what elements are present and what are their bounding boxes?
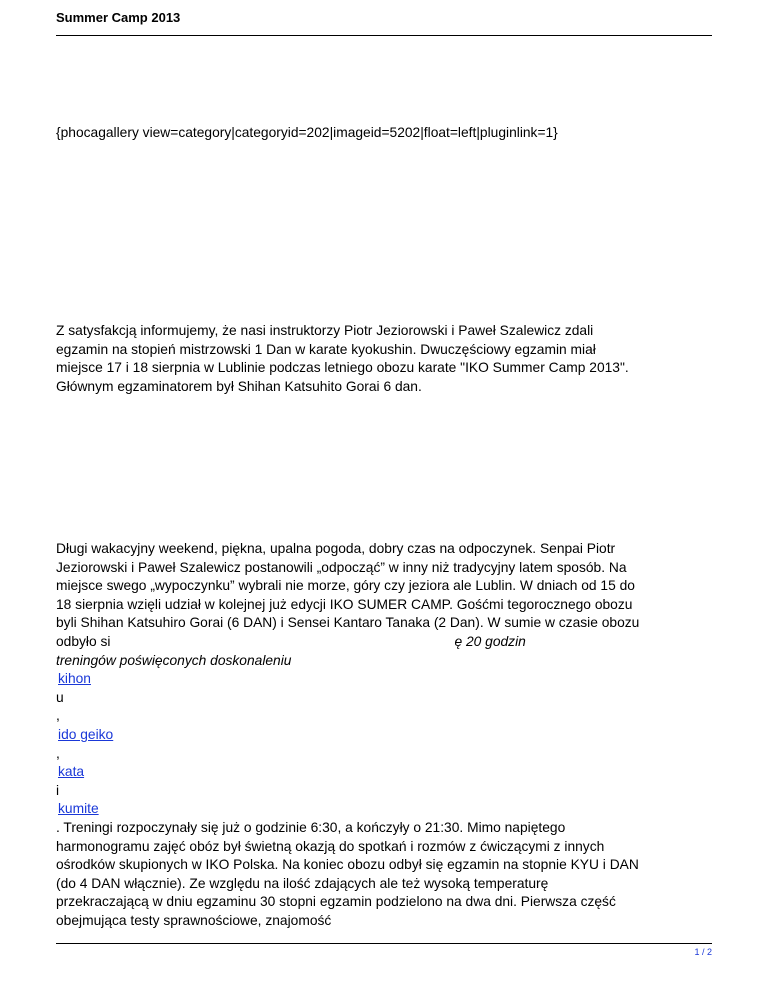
page-number: 1 / 2: [694, 947, 712, 957]
paragraph-line: miejsce 17 i 18 sierpnia w Lublinie podczas letniego obozu karate "IKO Summer Camp 2013".: [56, 360, 629, 376]
comma-text: ,: [56, 708, 60, 724]
paragraph-line: miejsce swego „wypoczynku” wybrali nie morze, góry czy jeziora ale Lublin. W dniach od 15 do: [56, 578, 635, 594]
comma-text: ,: [56, 745, 60, 761]
paragraph-line: byli Shihan Katsuhiro Gorai (6 DAN) i Sensei Kantaro Tanaka (2 Dan). W sumie w czasie obozu: [56, 615, 640, 631]
paragraph-line: obejmująca testy sprawnościowe, znajomość: [56, 912, 332, 928]
ido-geiko-link[interactable]: ido geiko: [58, 726, 114, 742]
paragraph-line: ośrodków skupionych w IKO Polska. Na koniec obozu odbył się egzamin na stopnie KYU i DAN: [56, 857, 639, 873]
kata-link[interactable]: kata: [58, 764, 85, 780]
gallery-plugin-code: [56, 124, 716, 143]
paragraph-line: 18 sierpnia wzięli udział w kolejnej już edycji IKO SUMER CAMP. Gośćmi tegorocznego obozu: [56, 596, 633, 612]
paragraph-line: Głównym egzaminatorem był Shihan Katsuhito Gorai 6 dan.: [56, 378, 422, 394]
text-u: u: [56, 689, 64, 705]
paragraph-line-odbylo: [56, 633, 716, 652]
kihon-link[interactable]: kihon: [58, 671, 91, 687]
page-header-title: Summer Camp 2013: [56, 10, 181, 25]
footer-divider: [56, 943, 712, 944]
header-divider: [56, 35, 712, 36]
paragraph-line: (do 4 DAN włącznie). Ze względu na ilość zdających ale też wysoką temperaturę: [56, 875, 549, 891]
odbylo-text: odbyło si: [56, 633, 111, 649]
paragraph-camp-report: [56, 540, 716, 930]
kumite-link[interactable]: kumite: [58, 801, 99, 817]
hours-italic-text: ę 20 godzin: [454, 633, 526, 649]
paragraph-exam-announcement: [56, 322, 716, 396]
paragraph-line: egzamin na stopień mistrzowski 1 Dan w karate kyokushin. Dwuczęściowy egzamin miał: [56, 341, 596, 357]
text-i: i: [56, 782, 60, 798]
paragraph-line: Długi wakacyjny weekend, piękna, upalna pogoda, dobry czas na odpoczynek. Senpai Piotr: [56, 541, 616, 556]
paragraph-line: Jeziorowski i Paweł Szalewicz postanowili „odpocząć” w inny niż tradycyjny latem sposób. Na: [56, 559, 627, 575]
trainings-italic-text: treningów poświęconych doskonaleniu: [56, 652, 292, 668]
gallery-code-text: {phocagallery view=category|categoryid=202|imageid=5202|float=left|pluginlink=1}: [56, 125, 558, 140]
paragraph-line: przekraczającą w dniu egzaminu 30 stopni egzamin podzielono na dwa dni. Pierwsza część: [56, 894, 616, 910]
paragraph-line: harmonogramu zajęć obóz był świetną okazją do spotkań i rozmów z ćwiczącymi z innych: [56, 838, 605, 854]
paragraph-line: Z satysfakcją informujemy, że nasi instruktorzy Piotr Jeziorowski i Paweł Szalewicz zdali: [56, 323, 594, 338]
paragraph-line: . Treningi rozpoczynały się już o godzinie 6:30, a kończyły o 21:30. Mimo napiętego: [56, 819, 566, 835]
